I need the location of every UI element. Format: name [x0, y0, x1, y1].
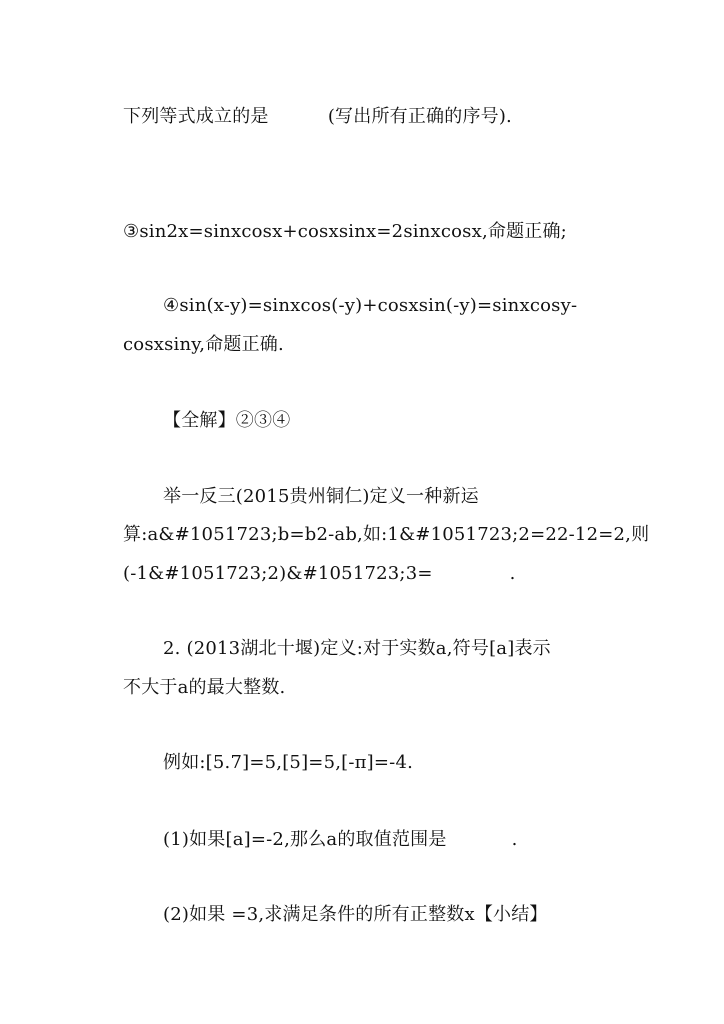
question-prompt-line: 下列等式成立的是 (写出所有正确的序号). — [123, 106, 512, 127]
practice-question-line: (-1&#1051723;2)&#1051723;3= . — [123, 563, 516, 584]
example-line: 例如:[5.7]=5,[5]=5,[-π]=-4. — [163, 752, 414, 773]
solution-item-4-continuation: cosxsiny,命题正确. — [123, 334, 284, 355]
problem-2-definition-line: 2. (2013湖北十堰)定义:对于实数a,符号[a]表示 — [163, 638, 551, 659]
solution-item-4-line: ④sin(x-y)=sinxcos(-y)+cosxsin(-y)=sinxcosy- — [163, 295, 578, 316]
full-answer-line: 【全解】②③④ — [163, 410, 291, 431]
subquestion-2-line: (2)如果 =3,求满足条件的所有正整数x【小结】 — [163, 904, 548, 925]
problem-2-definition-continuation: 不大于a的最大整数. — [123, 677, 286, 698]
practice-definition-line: 举一反三(2015贵州铜仁)定义一种新运 — [163, 486, 479, 507]
subquestion-1-line: (1)如果[a]=-2,那么a的取值范围是 . — [163, 829, 518, 850]
practice-operation-line: 算:a&#1051723;b=b2-ab,如:1&#1051723;2=22-12=2,则 — [123, 524, 650, 545]
solution-item-3-line: ③sin2x=sinxcosx+cosxsinx=2sinxcosx,命题正确; — [123, 221, 567, 242]
